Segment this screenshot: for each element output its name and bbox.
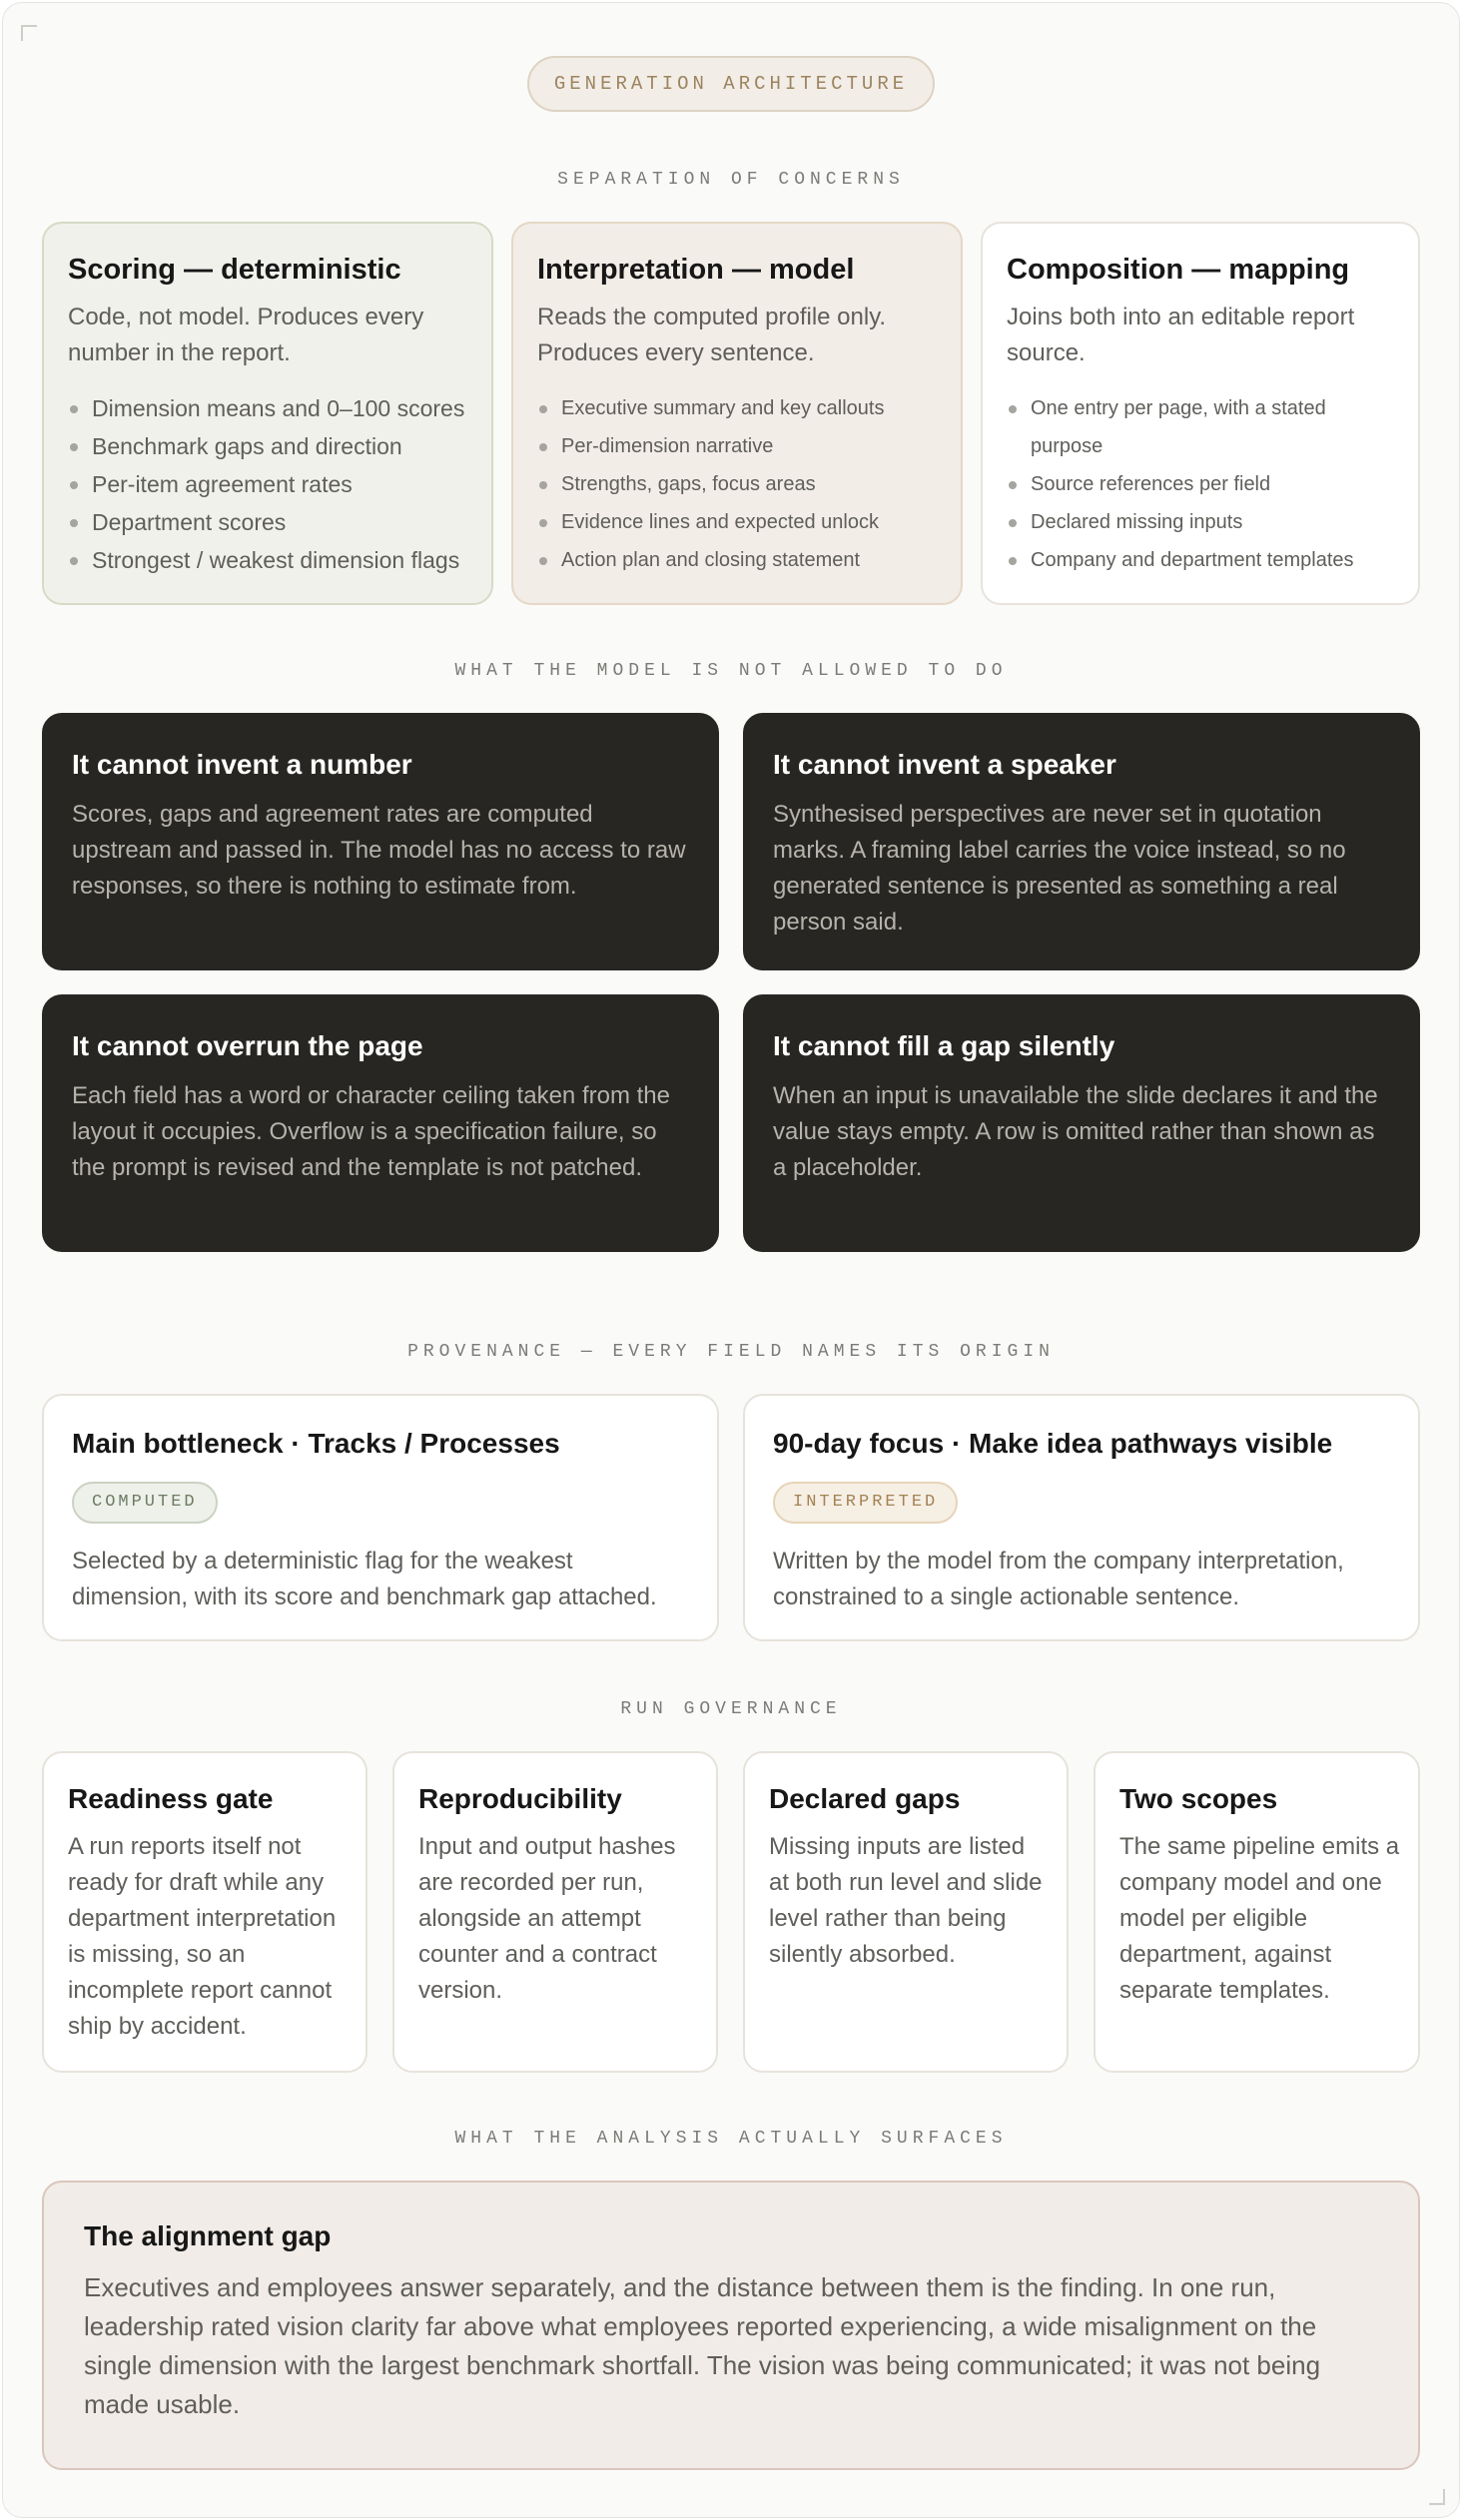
card-title: It cannot invent a number [72, 749, 412, 780]
card-body: Each field has a word or character ceiling taken from the layout it occupies. Overflow is a specification failure, so the prompt is revised and the template is not patched. [72, 1082, 670, 1181]
list-item: Company and department templates [1007, 541, 1398, 579]
card-title: Composition — mapping [1007, 254, 1350, 286]
card-title: The alignment gap [84, 2220, 332, 2251]
list-item: One entry per page, with a stated purpose [1007, 389, 1398, 465]
card-main-bottleneck [42, 1394, 719, 1641]
card-body: Executives and employees answer separately, and the distance between them is the finding. In one run, leadership rated vision clarity far above what employees reported experiencing, a wide misalignment on the single dimension with the largest benchmark shortfall. The vision was being communicated; it was not being made usable. [84, 2272, 1321, 2419]
corner-mark-top-left [21, 25, 37, 41]
card-body: A run reports itself not ready for draft while any department interpretation is missing, so an incomplete report cannot ship by accident. [68, 1833, 337, 2040]
card-body: Selected by a deterministic flag for the weakest dimension, with its score and benchmark gap attached. [72, 1548, 657, 1610]
card-title: Two scopes [1119, 1783, 1278, 1814]
card-title: Declared gaps [769, 1783, 961, 1814]
interpreted-badge: INTERPRETED [773, 1482, 958, 1524]
card-90-day-focus [743, 1394, 1420, 1641]
card-no-page-overrun [42, 994, 719, 1252]
section-label-analysis: WHAT THE ANALYSIS ACTUALLY SURFACES [454, 2129, 1008, 2149]
card-description: Joins both into an editable report source. [1007, 304, 1355, 366]
section-label-provenance: PROVENANCE — EVERY FIELD NAMES ITS ORIGIN [407, 1342, 1055, 1362]
card-title: Reproducibility [418, 1783, 622, 1814]
card-alignment-gap [42, 2181, 1420, 2470]
section-label-restrictions: WHAT THE MODEL IS NOT ALLOWED TO DO [454, 661, 1008, 681]
card-list [537, 389, 884, 579]
list-item: Department scores [68, 503, 464, 541]
card-body: Scores, gaps and agreement rates are computed upstream and passed in. The model has no access to raw responses, so there is nothing to estimate from. [72, 801, 686, 900]
card-description: Code, not model. Produces every number in the report. [68, 304, 424, 366]
list-item: Source references per field [1007, 465, 1398, 503]
card-list [68, 389, 464, 579]
card-title: Scoring — deterministic [68, 254, 401, 286]
section-label-separation: SEPARATION OF CONCERNS [557, 170, 905, 190]
list-item: Declared missing inputs [1007, 503, 1398, 541]
card-two-scopes [1094, 1751, 1420, 2073]
list-item: Dimension means and 0–100 scores [68, 389, 464, 427]
card-title: It cannot overrun the page [72, 1030, 423, 1061]
card-description: Reads the computed profile only. Produces every sentence. [537, 304, 887, 366]
card-body: The same pipeline emits a company model and one model per eligible department, against separate templates. [1119, 1833, 1400, 2004]
card-reproducibility [392, 1751, 718, 2073]
list-item: Strengths, gaps, focus areas [537, 465, 884, 503]
card-no-invented-speaker [743, 713, 1420, 970]
card-title: Interpretation — model [537, 254, 855, 286]
list-item: Strongest / weakest dimension flags [68, 541, 464, 579]
card-composition [981, 222, 1420, 605]
list-item: Per-dimension narrative [537, 427, 884, 465]
card-body: Missing inputs are listed at both run level and slide level rather than being silently absorbed. [769, 1833, 1043, 1968]
list-item: Evidence lines and expected unlock [537, 503, 884, 541]
list-item: Action plan and closing statement [537, 541, 884, 579]
card-no-invented-number [42, 713, 719, 970]
card-body: Written by the model from the company interpretation, constrained to a single actionable sentence. [773, 1548, 1344, 1610]
list-item: Executive summary and key callouts [537, 389, 884, 427]
card-title: Readiness gate [68, 1783, 274, 1814]
card-body: Input and output hashes are recorded per run, alongside an attempt counter and a contract version. [418, 1833, 676, 2004]
page-title: GENERATION ARCHITECTURE [527, 56, 935, 112]
card-list [1007, 389, 1398, 579]
card-title: Main bottleneck · Tracks / Processes [72, 1428, 560, 1459]
card-interpretation [511, 222, 963, 605]
list-item: Per-item agreement rates [68, 465, 464, 503]
card-readiness-gate [42, 1751, 367, 2073]
card-scoring [42, 222, 493, 605]
computed-badge: COMPUTED [72, 1482, 218, 1524]
card-title: It cannot invent a speaker [773, 749, 1116, 780]
card-title: 90-day focus · Make idea pathways visible [773, 1428, 1333, 1459]
section-label-governance: RUN GOVERNANCE [620, 1699, 842, 1719]
card-body: When an input is unavailable the slide declares it and the value stays empty. A row is omitted rather than shown as a placeholder. [773, 1082, 1378, 1181]
card-body: Synthesised perspectives are never set in quotation marks. A framing label carries the voice instead, so no generated sentence is presented as something a real person said. [773, 801, 1346, 936]
card-no-silent-gap-fill [743, 994, 1420, 1252]
card-declared-gaps [743, 1751, 1069, 2073]
corner-mark-bottom-right [1429, 2489, 1445, 2505]
card-title: It cannot fill a gap silently [773, 1030, 1115, 1061]
list-item: Benchmark gaps and direction [68, 427, 464, 465]
